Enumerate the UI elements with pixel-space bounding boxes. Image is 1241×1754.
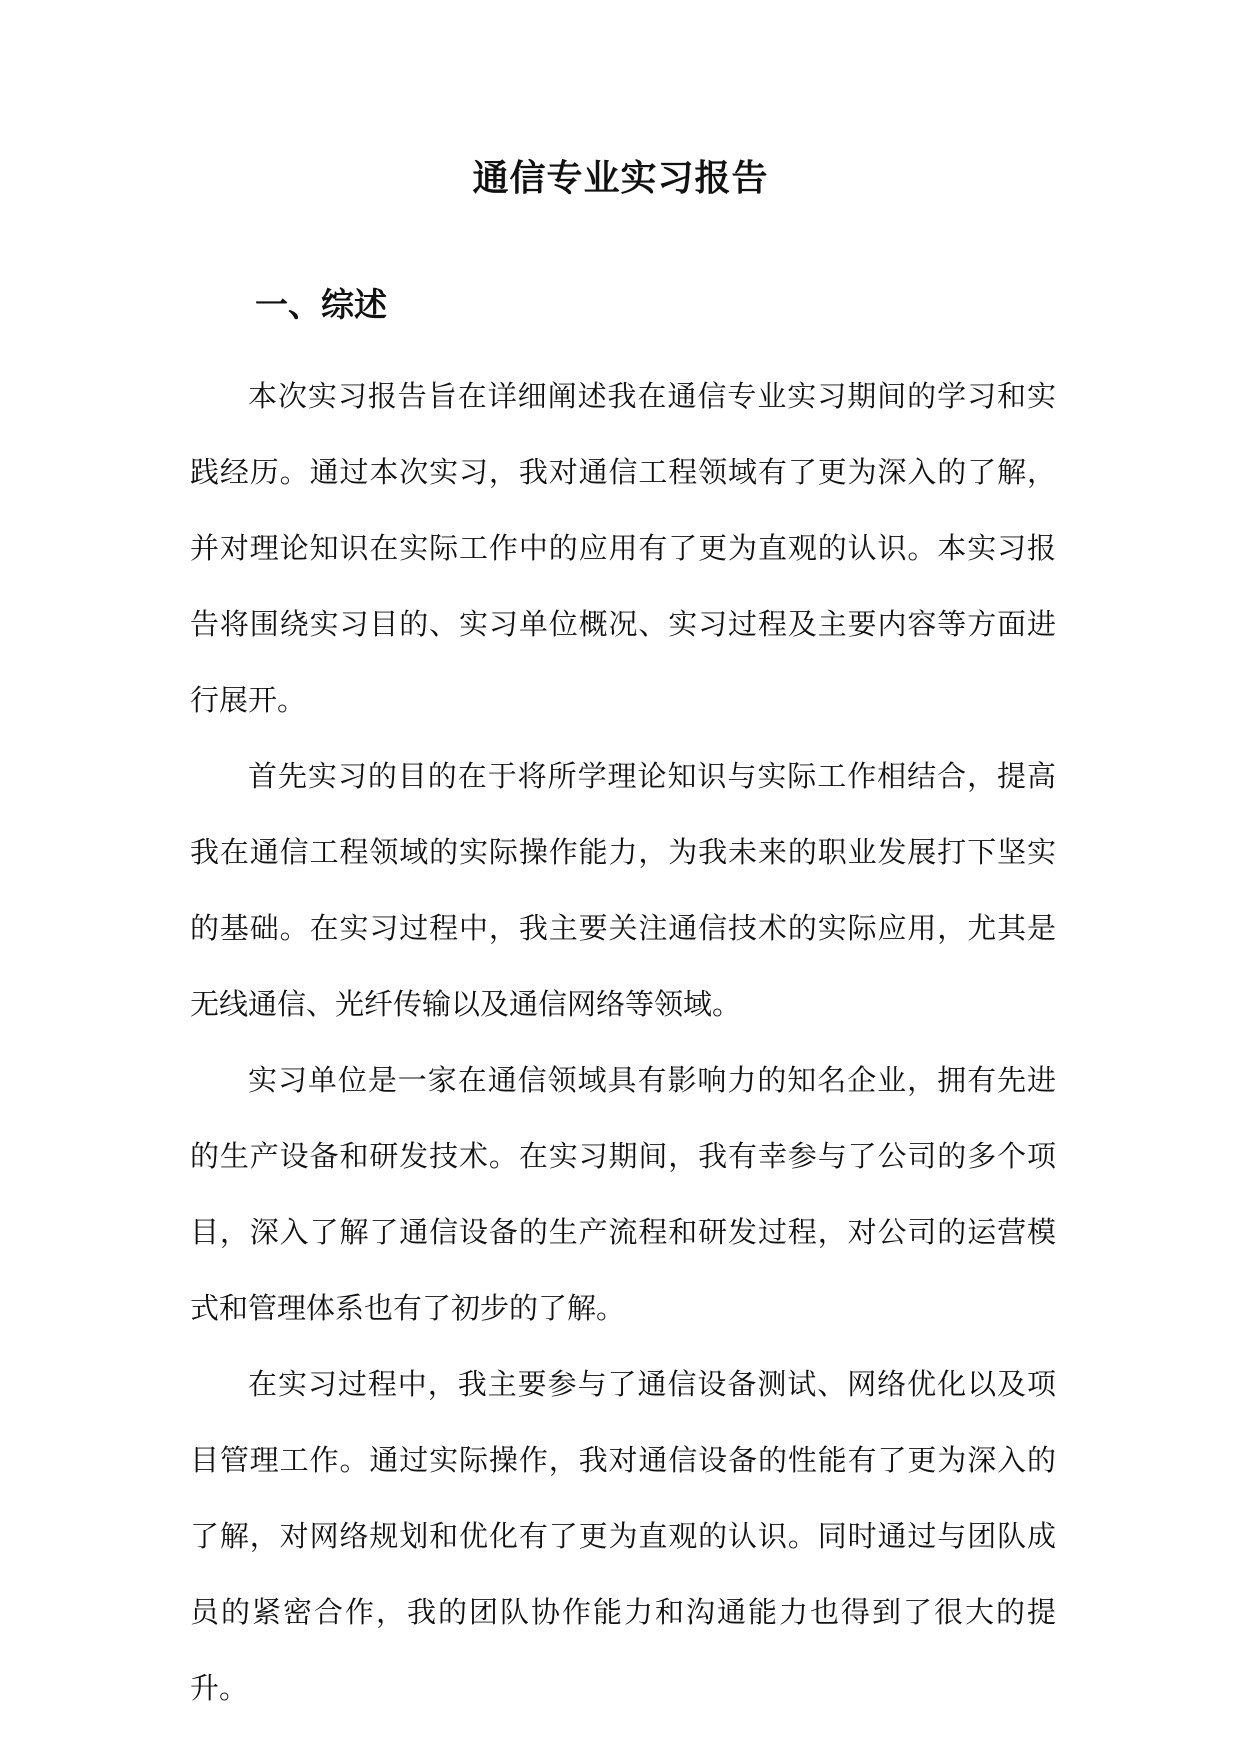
document-title: 通信专业实习报告 [472, 157, 769, 199]
section-heading: 一、综述 [255, 285, 387, 324]
paragraph: 本次实习报告旨在详细阐述我在通信专业实习期间的学习和实践经历。通过本次实习，我对通信工程领域有了更为深入的了解，并对理论知识在实际工作中的应用有了更为直观的认识。本实习报告将围绕实习目的、实习单位概况、实习过程及主要内容等方面进行展开。 [190, 379, 1056, 717]
paragraph: 在实习过程中，我主要参与了通信设备测试、网络优化以及项目管理工作。通过实际操作，我对通信设备的性能有了更为深入的了解，对网络规划和优化有了更为直观的认识。同时通过与团队成员的紧密合作，我的团队协作能力和沟通能力也得到了很大的提升。 [190, 1367, 1056, 1705]
document-body [190, 358, 1056, 1726]
paragraph: 实习单位是一家在通信领域具有影响力的知名企业，拥有先进的生产设备和研发技术。在实习期间，我有幸参与了公司的多个项目，深入了解了通信设备的生产流程和研发过程，对公司的运营模式和管理体系也有了初步的了解。 [190, 1063, 1056, 1325]
paragraph: 首先实习的目的在于将所学理论知识与实际工作相结合，提高我在通信工程领域的实际操作能力，为我未来的职业发展打下坚实的基础。在实习过程中，我主要关注通信技术的实际应用，尤其是无线通信、光纤传输以及通信网络等领域。 [190, 759, 1056, 1021]
